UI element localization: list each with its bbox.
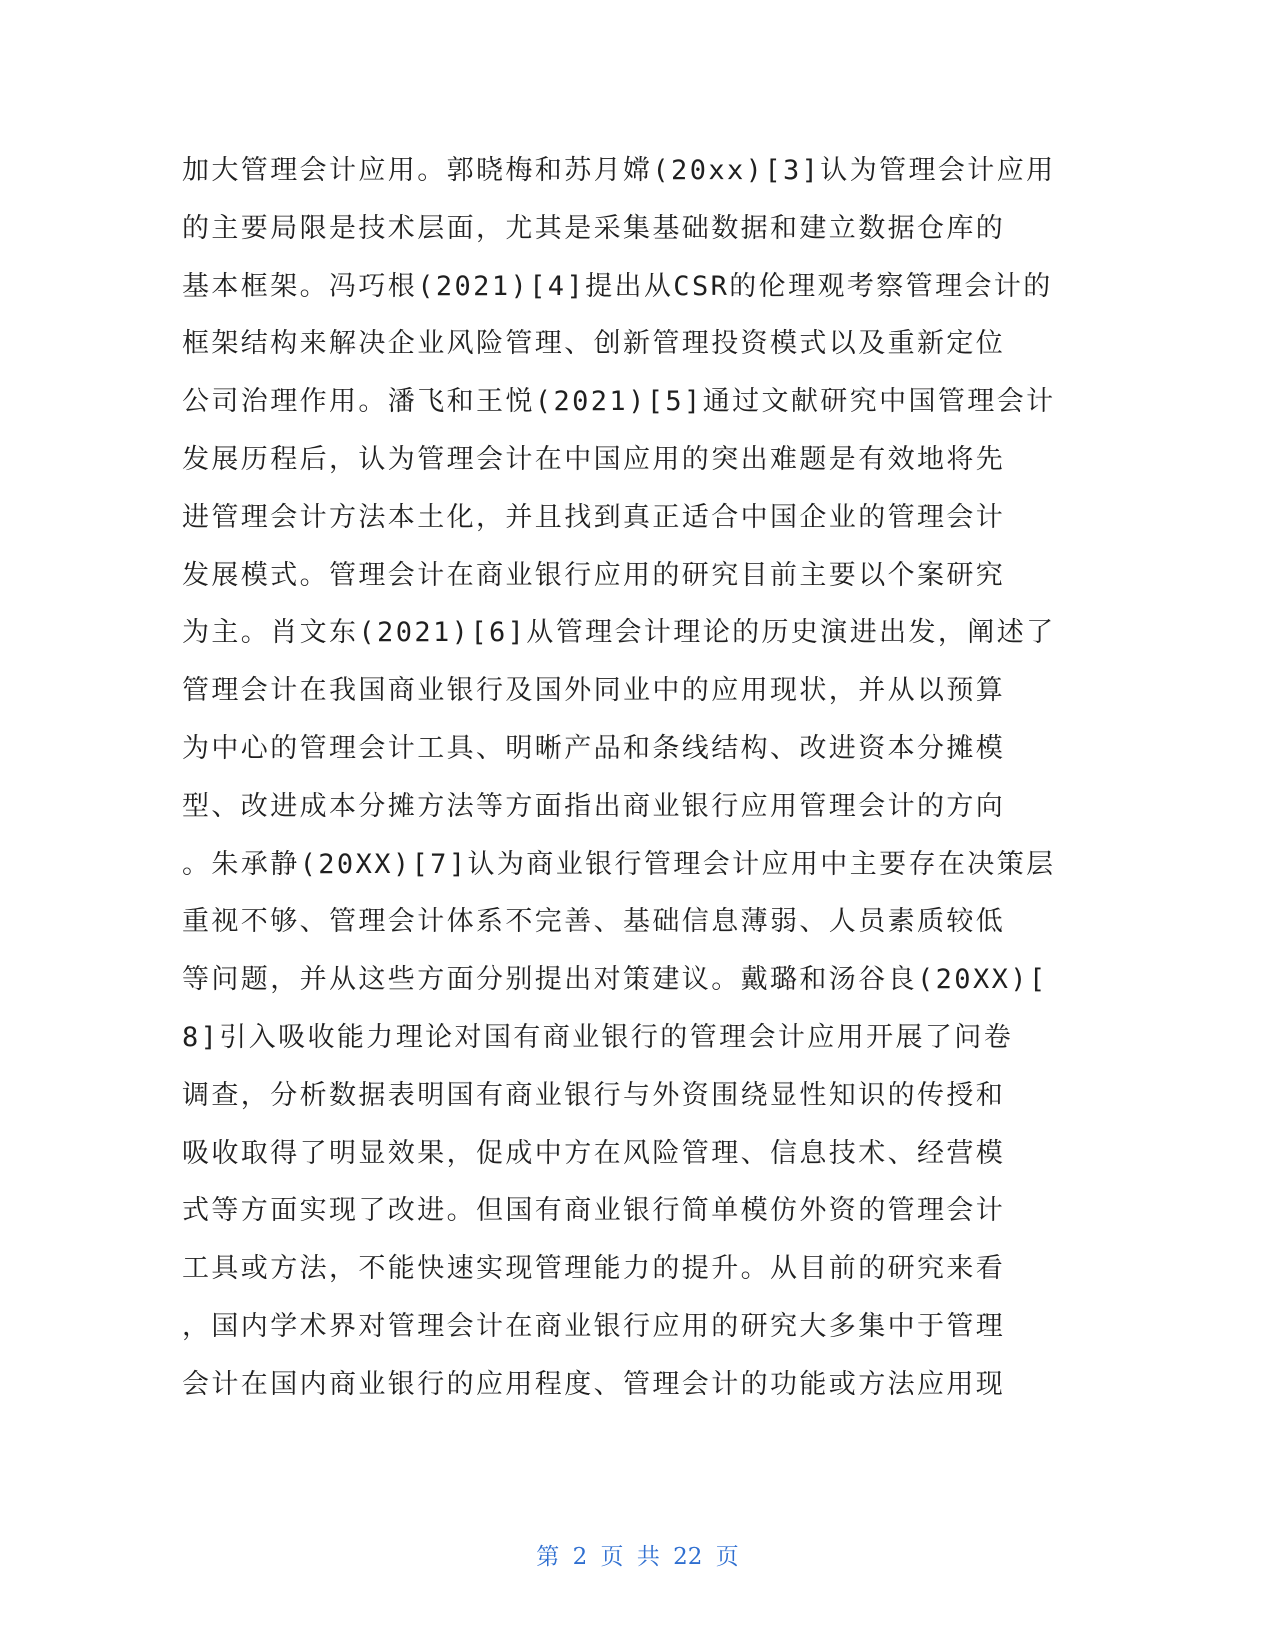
text-line: 。朱承静(20XX)[7]认为商业银行管理会计应用中主要存在决策层 — [182, 848, 1056, 880]
text-line: 公司治理作用。潘飞和王悦(2021)[5]通过文献研究中国管理会计 — [182, 386, 1056, 418]
text-line: 重视不够、管理会计体系不完善、基础信息薄弱、人员素质较低 — [182, 906, 1006, 938]
text-line: 为主。肖文东(2021)[6]从管理会计理论的历史演进出发，阐述了 — [182, 617, 1056, 649]
body-text — [182, 142, 1062, 1414]
text-line: 型、改进成本分摊方法等方面指出商业银行应用管理会计的方向 — [182, 790, 1006, 822]
page-number-footer: 第 2 页 共 22 页 — [536, 1544, 739, 1570]
text-line: 工具或方法，不能快速实现管理能力的提升。从目前的研究来看 — [182, 1253, 1006, 1285]
text-line: 吸收取得了明显效果，促成中方在风险管理、信息技术、经营模 — [182, 1137, 1006, 1169]
text-line: 等问题，并从这些方面分别提出对策建议。戴璐和汤谷良(20XX)[ — [182, 964, 1048, 996]
text-line: 加大管理会计应用。郭晓梅和苏月嫦(20xx)[3]认为管理会计应用 — [182, 155, 1056, 186]
text-line: 8]引入吸收能力理论对国有商业银行的管理会计应用开展了问卷 — [182, 1021, 1014, 1053]
text-line: 发展模式。管理会计在商业银行应用的研究目前主要以个案研究 — [182, 559, 1006, 591]
text-line: 框架结构来解决企业风险管理、创新管理投资模式以及重新定位 — [182, 328, 1006, 360]
text-line: 调查，分析数据表明国有商业银行与外资围绕显性知识的传授和 — [182, 1079, 1006, 1111]
text-line: 式等方面实现了改进。但国有商业银行简单模仿外资的管理会计 — [182, 1195, 1006, 1227]
text-line: ，国内学术界对管理会计在商业银行应用的研究大多集中于管理 — [182, 1310, 1006, 1342]
text-line: 发展历程后，认为管理会计在中国应用的突出难题是有效地将先 — [182, 443, 1006, 475]
text-line: 进管理会计方法本土化，并且找到真正适合中国企业的管理会计 — [182, 501, 1006, 533]
text-line: 为中心的管理会计工具、明晰产品和条线结构、改进资本分摊模 — [182, 732, 1006, 764]
text-line: 的主要局限是技术层面，尤其是采集基础数据和建立数据仓库的 — [182, 212, 1006, 244]
text-line: 管理会计在我国商业银行及国外同业中的应用现状，并从以预算 — [182, 675, 1006, 707]
text-line: 基本框架。冯巧根(2021)[4]提出从CSR的伦理观考察管理会计的 — [182, 270, 1053, 302]
text-line: 会计在国内商业银行的应用程度、管理会计的功能或方法应用现 — [182, 1368, 1006, 1400]
